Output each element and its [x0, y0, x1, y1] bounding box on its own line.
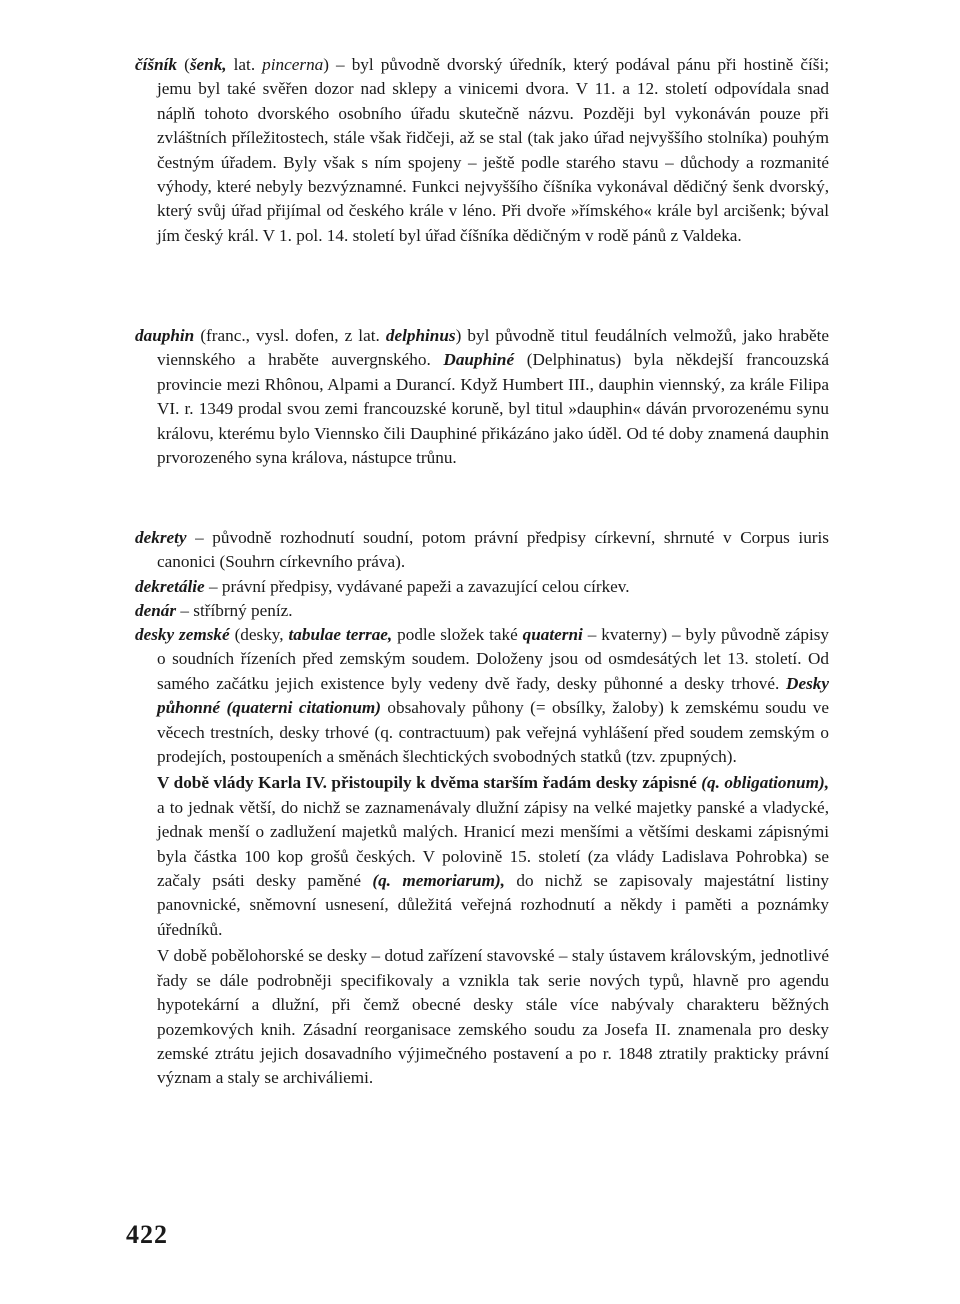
entry-denar [135, 599, 829, 623]
body-text: – původně rozhodnutí soudní, potom právní předpisy církevní, shrnuté v Corpus iuris canonici (Souhrn církevního práva). [157, 528, 829, 572]
entry-cisnik [135, 53, 829, 248]
emphasized-term: Dauphiné [443, 350, 515, 370]
entry-dekretalie [135, 575, 829, 599]
entry-dauphin [135, 324, 829, 470]
body-text: ) byl původně titul feudálních velmožů, jako hraběte viennského a hraběte auvergnského. [157, 326, 829, 370]
body-text: do nichž se zapisovaly majestátní listiny panovnické, sněmovní usnesení, důležitá veřejná rozhodnutí a někdy i paměti a poznámky úředníků. [157, 871, 829, 939]
emphasized-term: číšník [135, 55, 178, 74]
body-text: – právní předpisy, vydávané papeži a zavazující celou církev. [204, 577, 630, 596]
entry-dekrety [135, 526, 829, 575]
entry-paragraph [135, 599, 829, 623]
emphasized-term: Desky půhonné (quaterni citationum) [157, 673, 829, 718]
body-text: (franc., vysl. dofen, z lat. [194, 326, 386, 345]
italic-term: pincerna [262, 55, 324, 74]
body-text: lat. [226, 55, 263, 74]
emphasized-term: dekretálie [135, 577, 205, 596]
body-text: podle složek také [392, 625, 523, 644]
emphasized-term: desky zemské [135, 625, 230, 644]
entry-paragraph [135, 575, 829, 599]
entry-desky-zemske [135, 623, 829, 1091]
entry-continuation-paragraph [135, 771, 829, 942]
emphasized-term: dauphin [135, 326, 195, 345]
emphasized-term: denár [135, 601, 177, 620]
entry-paragraph [135, 623, 829, 769]
body-text: V době pobělohorské se desky – dotud zařízení stavovské – staly ústavem královským, jednotlivé řady se dále podrobněji specifikovaly a vznikla tak serie nových typů, hlavně pro agendu hypotekární a dlužní, při čemž obecné desky stále více nabývaly charakteru běžných pozemkových knih. Zásadní reorganisace zemského soudu za Josefa II. znamenala pro desky zemské ztrátu jejich dosavadního výjimečného postavení a po r. 1848 ztratily prakticky právní význam a staly se archiváliemi. [157, 946, 829, 1088]
emphasized-term: dekrety [135, 528, 187, 547]
body-text: (desky, [229, 625, 289, 644]
body-text: ) – byl původně dvorský úředník, který podával pánu při hostině číši; jemu byl také svěřen dozor nad sklepy a vinicemi dvora. V 11. a 12. století odpovídala snad náplň tohoto dvorského osobního úřadu skutečně názvu. Později byl vykonáván pouze při zvláštních příležitostech, stále však řidčeji, až se stal (tak jako úřad nejvyššího stolníka) pouhým čestným úřadem. Byly však s ním spojeny – ještě podle starého stavu – důchody a rozmanité výhody, které nebyly bezvýznamné. Funkci nejvyššího číšníka vykonával dědičný šenk dvorský, který svůj úřad přijímal od českého krále v léno. Při dvoře »římského« krále byl arcišenk; býval jím český král. V 1. pol. 14. století byl úřad číšníka dědičným v rodě pánů z Valdeka. [157, 55, 829, 245]
entry-paragraph [135, 53, 829, 248]
emphasized-term: šenk, [189, 55, 227, 74]
entry-continuation-paragraph [135, 944, 829, 1090]
body-text: ( [177, 55, 190, 74]
emphasized-term: delphinus [385, 326, 456, 345]
body-text: – stříbrný peníz. [176, 601, 293, 620]
emphasized-term: tabulae terrae, [288, 625, 393, 644]
emphasized-term: quaterni [522, 625, 583, 644]
body-text: (Delphinatus) byla někdejší francouzská provincie mezi Rhônou, Alpami a Durancí. Když Humbert III., dauphin viennský, za krále Filipa VI. r. 1349 prodal svou zemi francouzské koruně, byl titul »dauphin« dáván prvorozenému synu královu, kterému bylo Viennsko čili Dauphiné přikázáno jako úděl. Od té doby znamená dauphin prvorozeného syna králova, nástupce trůnu. [157, 350, 829, 468]
body-text: a to jednak větší, do nichž se zaznamenávaly dlužní zápisy na velké majetky panské a vladycké, jednak menší o zadlužení majetků malých. Hranicí mezi menšími a většími deskami zápisnými byla částka 100 kop grošů českých. V polovině 15. století (za vlády Ladislava Pohrobka) se začaly psáti desky paměné [157, 797, 829, 891]
entry-paragraph [135, 526, 829, 575]
emphasized-term: (q. memoriarum), [372, 871, 505, 891]
entry-paragraph [135, 324, 829, 470]
bold-text: V době vlády Karla IV. přistoupily k dvěma starším řadám desky zápisné [157, 773, 702, 793]
page-number: 422 [126, 1220, 168, 1249]
emphasized-term: (q. obligationum), [701, 773, 829, 793]
body-text: – kvaterny) – byly původně zápisy o soudních řízeních před zemským soudem. Doloženy jsou od osmdesátých let 13. století. Od samého začátku jejich existence byly vedeny dvě řady, desky půhonné a desky trhové. [157, 625, 829, 693]
body-text: obsahovaly půhony (= obsílky, žaloby) k zemskému soudu ve věcech trestních, desky trhové (q. contractuum) pak veřejná vyhlášení před soudem zemským o prodejích, postoupeních a směnách šlechtických svobodných statků (tzv. zpupných). [157, 698, 829, 767]
